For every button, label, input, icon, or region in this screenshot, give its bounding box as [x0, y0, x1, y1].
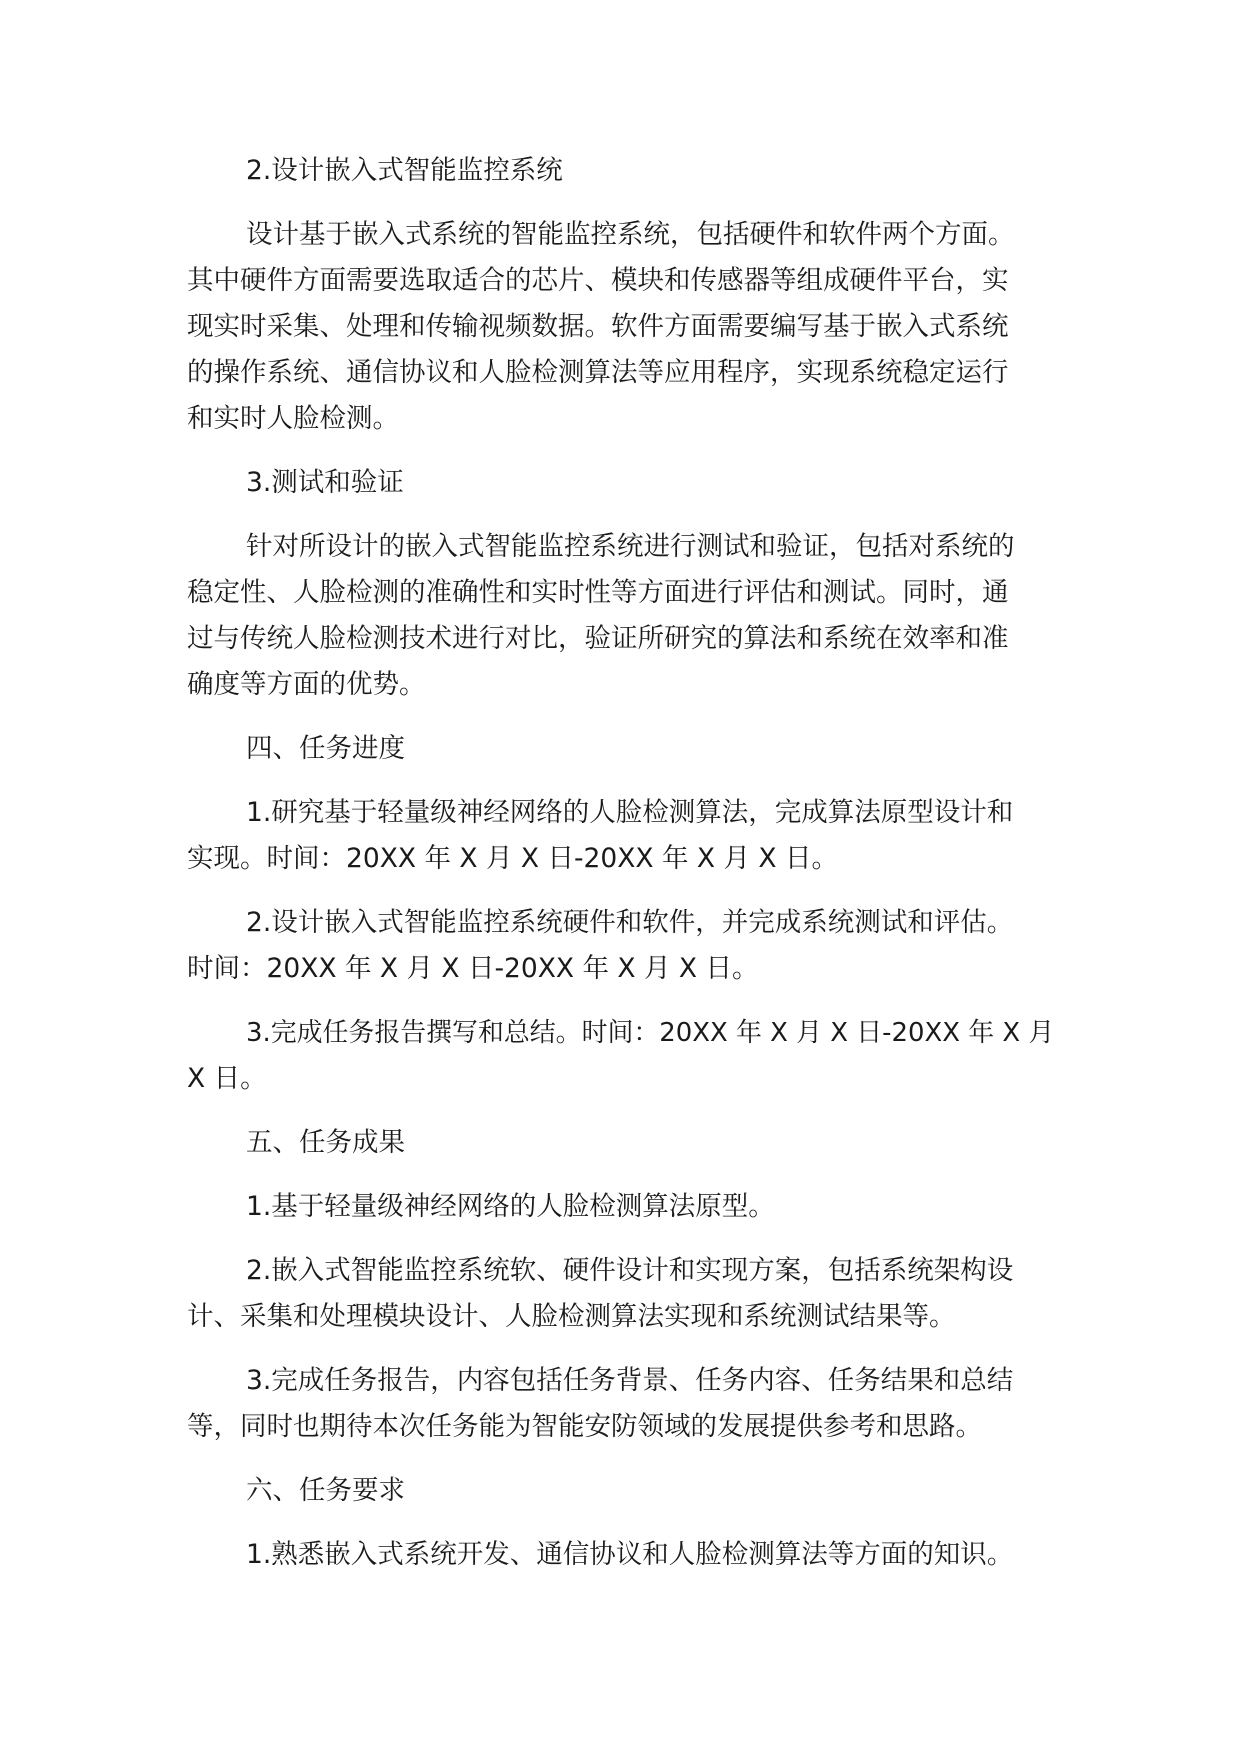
progress-item-3 — [187, 1010, 1055, 1102]
heading-task-requirements — [187, 1468, 1055, 1514]
text-line: 1.熟悉嵌入式系统开发、通信协议和人脸检测算法等方面的知识。 — [246, 1539, 1014, 1570]
text-line: 2.设计嵌入式智能监控系统 — [246, 155, 563, 186]
text-line: 2.嵌入式智能监控系统软、硬件设计和实现方案，包括系统架构设 — [246, 1255, 1014, 1286]
result-item-3 — [187, 1358, 1055, 1450]
text-line: 时间：20XX 年 X 月 X 日-20XX 年 X 月 X 日。 — [187, 953, 759, 984]
heading-task-progress — [187, 726, 1055, 772]
progress-item-1 — [187, 790, 1055, 882]
text-line: 3.完成任务报告，内容包括任务背景、任务内容、任务结果和总结 — [246, 1365, 1014, 1396]
text-line: 确度等方面的优势。 — [187, 669, 426, 700]
heading-design-system — [187, 148, 1055, 194]
result-item-1 — [187, 1184, 1055, 1230]
heading-test-verify — [187, 460, 1055, 506]
requirement-item-1 — [187, 1532, 1055, 1578]
text-line: 其中硬件方面需要选取适合的芯片、模块和传感器等组成硬件平台，实 — [187, 265, 1009, 296]
text-line: 的操作系统、通信协议和人脸检测算法等应用程序，实现系统稳定运行 — [187, 357, 1009, 388]
paragraph-test-verify — [187, 524, 1055, 708]
text-line: 3.完成任务报告撰写和总结。时间：20XX 年 X 月 X 日-20XX 年 X 月 — [246, 1018, 1055, 1048]
text-line: 现实时采集、处理和传输视频数据。软件方面需要编写基于嵌入式系统 — [187, 311, 1009, 342]
paragraph-design-system — [187, 212, 1055, 442]
text-line: 过与传统人脸检测技术进行对比，验证所研究的算法和系统在效率和准 — [187, 623, 1009, 654]
result-item-2 — [187, 1248, 1055, 1340]
text-line: 3.测试和验证 — [246, 467, 404, 498]
progress-item-2 — [187, 900, 1055, 992]
text-line: 六、任务要求 — [246, 1475, 405, 1506]
text-line: 针对所设计的嵌入式智能监控系统进行测试和验证，包括对系统的 — [246, 531, 1015, 562]
text-line: 和实时人脸检测。 — [187, 403, 399, 434]
text-line: 稳定性、人脸检测的准确性和实时性等方面进行评估和测试。同时，通 — [187, 577, 1009, 608]
text-line: 计、采集和处理模块设计、人脸检测算法实现和系统测试结果等。 — [187, 1301, 956, 1332]
text-line: 2.设计嵌入式智能监控系统硬件和软件，并完成系统测试和评估。 — [246, 907, 1014, 938]
heading-task-results — [187, 1120, 1055, 1166]
text-line: 实现。时间：20XX 年 X 月 X 日-20XX 年 X 月 X 日。 — [187, 843, 838, 874]
text-line: 等，同时也期待本次任务能为智能安防领域的发展提供参考和思路。 — [187, 1411, 982, 1442]
text-line: 四、任务进度 — [246, 733, 405, 764]
text-line: 设计基于嵌入式系统的智能监控系统，包括硬件和软件两个方面。 — [246, 219, 1015, 250]
text-line: 1.研究基于轻量级神经网络的人脸检测算法，完成算法原型设计和 — [246, 797, 1014, 828]
text-line: 五、任务成果 — [246, 1127, 405, 1158]
text-line: 1.基于轻量级神经网络的人脸检测算法原型。 — [246, 1191, 775, 1222]
document-body — [187, 148, 1055, 1596]
text-line: X 日。 — [187, 1063, 267, 1094]
